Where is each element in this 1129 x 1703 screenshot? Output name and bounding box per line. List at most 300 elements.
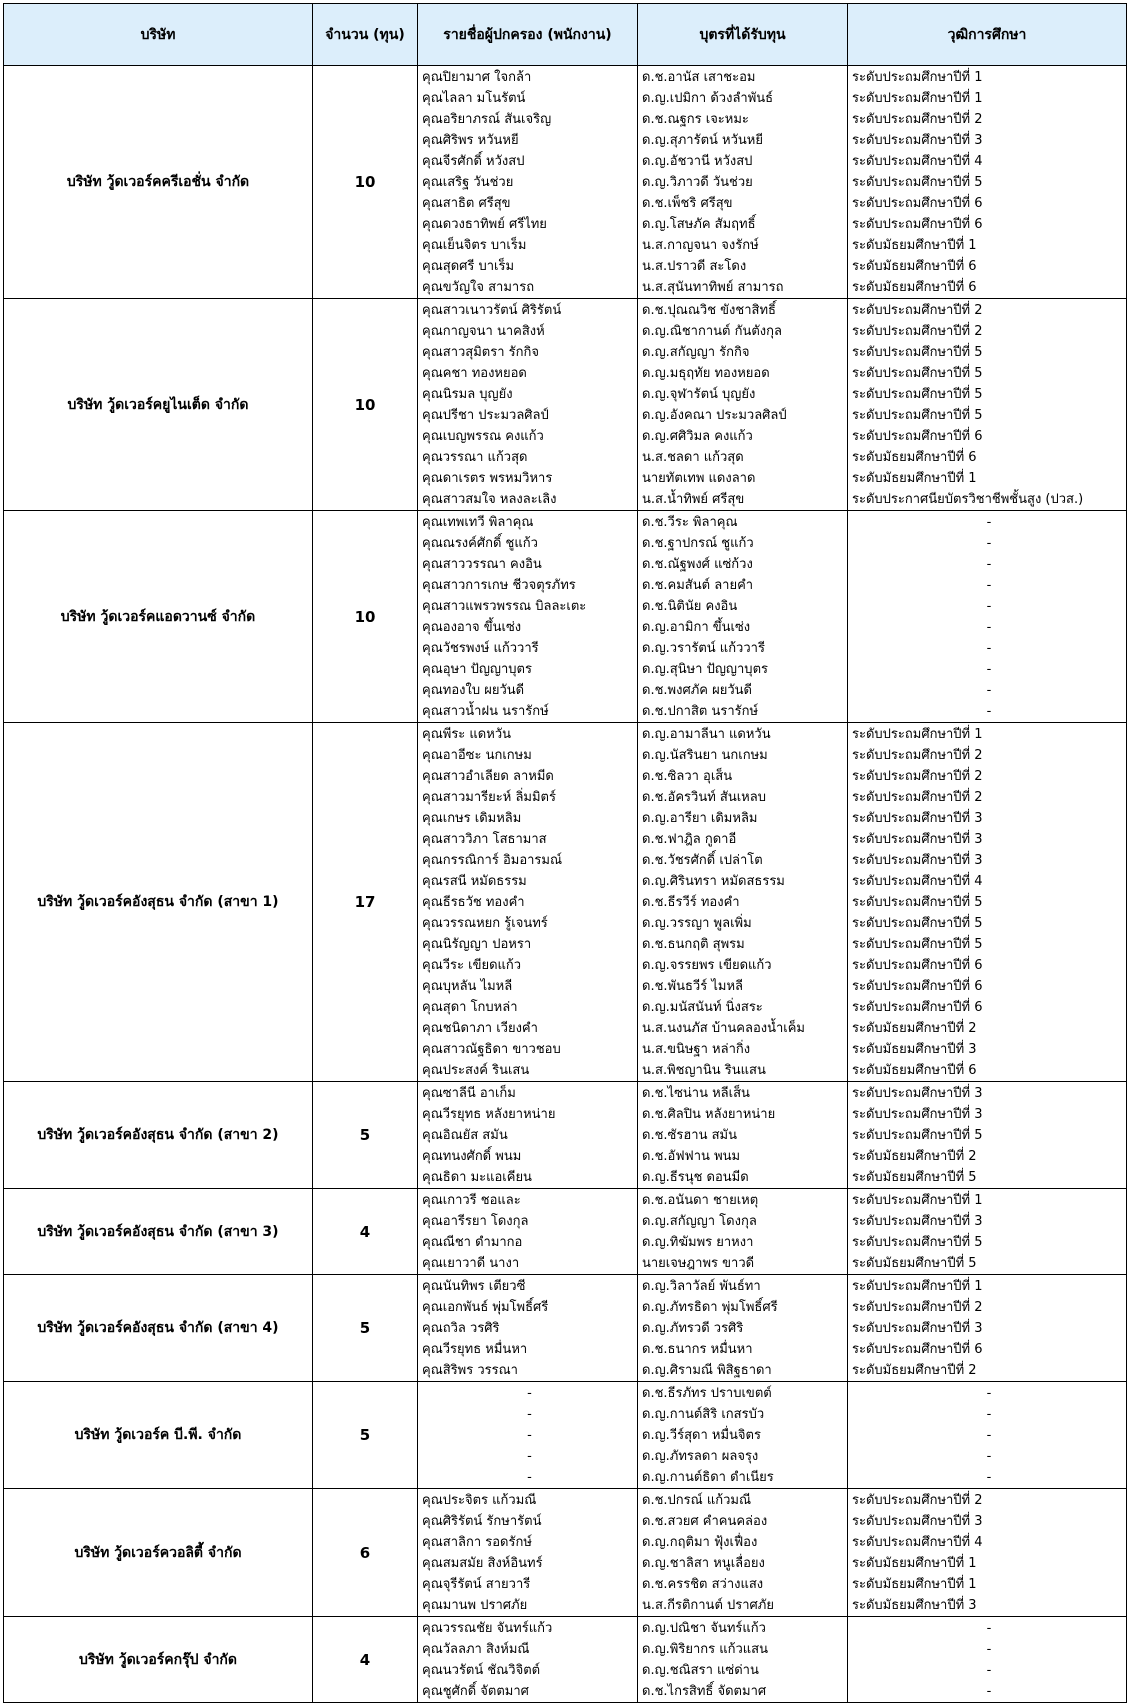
- parent-name: คุณเยาวาดี นางา: [422, 1256, 520, 1271]
- parent-name: คุณดาเรตร พรหมวิหาร: [422, 471, 553, 486]
- education-level: ระดับมัธยมศึกษาปีที่ 6: [852, 450, 977, 465]
- child-name: ด.ช.พงศภัค ผยวันดี: [642, 683, 752, 698]
- education-level: ระดับประถมศึกษาปีที่ 3: [852, 1086, 983, 1101]
- parent-name: คุณทนงศักดิ์ พนม: [422, 1149, 522, 1164]
- parent-list-cell: [418, 66, 638, 299]
- parent-name: คุณทองใบ ผยวันดี: [422, 683, 525, 698]
- scholarship-count: 4: [313, 1189, 418, 1275]
- education-level: -: [986, 1684, 992, 1699]
- education-level: ระดับประถมศึกษาปีที่ 6: [852, 1342, 983, 1357]
- child-name: ด.ช.ฐาปกรณ์ ชูแก้ว: [642, 536, 754, 551]
- scholarship-count: 5: [313, 1275, 418, 1382]
- education-list-cell: [848, 299, 1127, 511]
- parent-name: คุณขวัญใจ สามารถ: [422, 280, 535, 295]
- education-level: ระดับประถมศึกษาปีที่ 2: [852, 324, 983, 339]
- parent-name: คุณศิริรัตน์ รักษารัตน์: [422, 1514, 542, 1529]
- parent-name: -: [527, 1449, 532, 1464]
- education-list: [848, 1275, 1126, 1381]
- education-level: -: [986, 1470, 992, 1485]
- education-level: ระดับประถมศึกษาปีที่ 4: [852, 874, 983, 889]
- child-name: ด.ช.ณัฐพงศ์ แซ่ก้วง: [642, 557, 753, 572]
- parent-name: คุณอุษา ปัญญาบุตร: [422, 662, 532, 677]
- education-level: ระดับมัธยมศึกษาปีที่ 6: [852, 1063, 977, 1078]
- parent-name: คุณชูศักดิ์ จัตตมาศ: [422, 1684, 529, 1699]
- parent-name: คุณอารีรยา โดงกุล: [422, 1214, 529, 1229]
- education-level: ระดับมัธยมศึกษาปีที่ 1: [852, 238, 977, 253]
- parent-name: คุณไลลา มโนรัตน์: [422, 91, 526, 106]
- education-level: ระดับประถมศึกษาปีที่ 5: [852, 408, 983, 423]
- parent-list: [418, 1189, 637, 1274]
- header-company: บริษัท: [4, 4, 313, 66]
- header-row: [4, 4, 1127, 66]
- parent-name: คุณสุดา โกบหล่า: [422, 1000, 518, 1015]
- education-list: [848, 1382, 1126, 1488]
- education-level: -: [986, 1407, 992, 1422]
- child-list-cell: [638, 723, 848, 1082]
- education-level: ระดับมัธยมศึกษาปีที่ 2: [852, 1363, 977, 1378]
- table-row: [4, 723, 1127, 1082]
- child-name: ด.ญ.ภัทรวดี วรศิริ: [642, 1321, 744, 1336]
- education-level: ระดับประถมศึกษาปีที่ 3: [852, 853, 983, 868]
- education-level: ระดับประถมศึกษาปีที่ 2: [852, 1300, 983, 1315]
- scholarship-count: 10: [313, 299, 418, 511]
- education-level: ระดับประถมศึกษาปีที่ 6: [852, 958, 983, 973]
- child-name: ด.ญ.กฤติมา ฟุ้งเฟื่อง: [642, 1535, 758, 1550]
- child-list: [638, 1275, 847, 1381]
- child-name: ด.ญ.ภัทรลดา ผลจรุง: [642, 1449, 759, 1464]
- education-level: ระดับประถมศึกษาปีที่ 5: [852, 937, 983, 952]
- parent-name: คุณสาวอำเลียด ลาหมีด: [422, 769, 554, 784]
- education-level: ระดับมัธยมศึกษาปีที่ 1: [852, 1577, 977, 1592]
- education-level: ระดับประถมศึกษาปีที่ 5: [852, 345, 983, 360]
- child-name: ด.ญ.ศศิวิมล คงแก้ว: [642, 429, 753, 444]
- education-list-cell: [848, 723, 1127, 1082]
- child-name: นายทัตเทพ แดงลาด: [642, 471, 756, 486]
- company-name: บริษัท วู้ดเวอร์คอังสุธน จำกัด (สาขา 4): [4, 1275, 313, 1382]
- parent-name: คุณเทพเทวี พิลาคุณ: [422, 515, 534, 530]
- education-level: -: [986, 1621, 992, 1636]
- child-name: ด.ช.ปกรณ์ แก้วมณี: [642, 1493, 752, 1508]
- child-name: ด.ญ.ณิชากานต์ กันตังกุล: [642, 324, 782, 339]
- parent-name: คุณวรรณหยก รู้เจนทร์: [422, 916, 548, 931]
- child-name: ด.ช.ศิลปิน หลังยาหน่าย: [642, 1107, 776, 1122]
- child-name: ด.ญ.โสษภัค สัมฤทธิ์: [642, 217, 756, 232]
- education-level: -: [986, 515, 992, 530]
- table-row: [4, 1489, 1127, 1617]
- child-name: น.ส.ชลดา แก้วสุด: [642, 450, 744, 465]
- education-list: [848, 1082, 1126, 1188]
- child-list-cell: [638, 1617, 848, 1703]
- child-name: ด.ญ.วิลาวัลย์ พันธ์ทา: [642, 1279, 761, 1294]
- parent-list: [418, 511, 637, 722]
- education-level: ระดับประถมศึกษาปีที่ 6: [852, 1000, 983, 1015]
- child-name: ด.ญ.กานต์สิริ เกสรบัว: [642, 1407, 765, 1422]
- education-list: [848, 1189, 1126, 1274]
- parent-name: คุณกาญจนา นาคสิงห์: [422, 324, 545, 339]
- scholarship-count: 17: [313, 723, 418, 1082]
- parent-name: -: [527, 1470, 532, 1485]
- education-level: ระดับประถมศึกษาปีที่ 5: [852, 1128, 983, 1143]
- child-name: ด.ช.นิตินัย คงอิน: [642, 599, 738, 614]
- education-level: ระดับมัธยมศึกษาปีที่ 6: [852, 280, 977, 295]
- child-name: ด.ช.ณฐกร เจะหมะ: [642, 112, 749, 127]
- parent-name: -: [527, 1386, 532, 1401]
- child-name: น.ส.ปราวดี สะโดง: [642, 259, 747, 274]
- parent-name: คุณจีรศักดิ์ หวังสป: [422, 154, 525, 169]
- scholarship-count: 6: [313, 1489, 418, 1617]
- parent-list-cell: [418, 299, 638, 511]
- parent-name: คุณวรรณชัย จันทร์แก้ว: [422, 1621, 553, 1636]
- education-level: ระดับมัธยมศึกษาปีที่ 5: [852, 1170, 977, 1185]
- child-name: ด.ช.ปุณณวิช ขังชาสิทธิ์: [642, 303, 776, 318]
- parent-name: คุณสาวสุมิตรา รักกิจ: [422, 345, 539, 360]
- education-level: ระดับมัธยมศึกษาปีที่ 3: [852, 1042, 977, 1057]
- parent-name: คุณเกาวรี ชอและ: [422, 1193, 521, 1208]
- parent-name: คุณวีรยุทธ หลังยาหน่าย: [422, 1107, 556, 1122]
- parent-name: คุณนิรัญญา ปอหรา: [422, 937, 532, 952]
- table-row: [4, 299, 1127, 511]
- table-row: [4, 1382, 1127, 1489]
- education-level: ระดับประถมศึกษาปีที่ 3: [852, 832, 983, 847]
- child-list: [638, 1189, 847, 1274]
- education-level: ระดับประถมศึกษาปีที่ 3: [852, 1214, 983, 1229]
- child-name: ด.ญ.เปมิกา ด้วงลำพันธ์: [642, 91, 774, 106]
- parent-name: คุณณรงค์ศักดิ์ ชูแก้ว: [422, 536, 538, 551]
- child-name: ด.ช.ไซน่าน หลีเส็น: [642, 1086, 750, 1101]
- child-name: ด.ช.ฟาฎิล กูดาอี: [642, 832, 737, 847]
- company-name: บริษัท วู้ดเวอร์คอังสุธน จำกัด (สาขา 2): [4, 1082, 313, 1189]
- child-name: ด.ญ.ศิรามณี พิสิฐธาดา: [642, 1363, 772, 1378]
- education-level: ระดับมัธยมศึกษาปีที่ 1: [852, 1556, 977, 1571]
- parent-name: คุณสาธิต ศรีสุข: [422, 196, 511, 211]
- parent-name: คุณรสนี หมัดธรรม: [422, 874, 527, 889]
- education-list-cell: [848, 66, 1127, 299]
- child-name: ด.ญ.มนัสนันท์ นิ่งสระ: [642, 1000, 763, 1015]
- child-name: ด.ญ.อังคณา ประมวลศิลป์: [642, 408, 787, 423]
- parent-name: คุณนันทิพร เตียวซี: [422, 1279, 526, 1294]
- parent-list-cell: [418, 1489, 638, 1617]
- education-level: ระดับประถมศึกษาปีที่ 1: [852, 70, 983, 85]
- child-name: น.ส.นงนภัส บ้านคลองน้ำเค็ม: [642, 1021, 805, 1036]
- child-list-cell: [638, 1275, 848, 1382]
- child-name: ด.ญ.สกัญญา โดงกุล: [642, 1214, 757, 1229]
- child-name: ด.ช.สวยศ คำคนคล่อง: [642, 1514, 768, 1529]
- education-list-cell: [848, 1382, 1127, 1489]
- child-name: น.ส.สุนันทาทิพย์ สามารถ: [642, 280, 784, 295]
- scholarship-count: 5: [313, 1382, 418, 1489]
- table-row: [4, 1275, 1127, 1382]
- child-name: ด.ช.เพ็ชริ ศรีสุข: [642, 196, 733, 211]
- parent-name: -: [527, 1428, 532, 1443]
- company-name: บริษัท วู้ดเวอร์คยูไนเต็ด จำกัด: [4, 299, 313, 511]
- child-name: ด.ช.คมสันต์ ลายคำ: [642, 578, 754, 593]
- parent-name: คุณถวิล วรศิริ: [422, 1321, 500, 1336]
- parent-name: คุณสาวเนาวรัตน์ ศิริรัตน์: [422, 303, 562, 318]
- parent-name: คุณศิริพร หวันหยี: [422, 133, 519, 148]
- education-level: ระดับประถมศึกษาปีที่ 2: [852, 769, 983, 784]
- child-name: ด.ช.พันธวีร์ ไมหลี: [642, 979, 743, 994]
- parent-name: คุณชนิดาภา เวียงคำ: [422, 1021, 538, 1036]
- parent-list: [418, 299, 637, 510]
- education-level: ระดับประถมศึกษาปีที่ 5: [852, 916, 983, 931]
- parent-name: คุณประสงค์ รินเสน: [422, 1063, 530, 1078]
- child-list: [638, 1617, 847, 1702]
- education-list-cell: [848, 1617, 1127, 1703]
- child-name: ด.ช.อนันดา ชายเหตุ: [642, 1193, 759, 1208]
- child-name: ด.ญ.ทิฆัมพร ยาหงา: [642, 1235, 754, 1250]
- parent-name: คุณวรรณา แก้วสุด: [422, 450, 528, 465]
- education-level: -: [986, 641, 992, 656]
- scholarship-count: 4: [313, 1617, 418, 1703]
- parent-list: [418, 1275, 637, 1381]
- child-list: [638, 299, 847, 510]
- parent-name: -: [527, 1407, 532, 1422]
- child-list-cell: [638, 511, 848, 723]
- child-name: ด.ช.ซัรฮาน สมัน: [642, 1128, 737, 1143]
- education-level: -: [986, 1428, 992, 1443]
- parent-name: คุณพีระ แดหวัน: [422, 727, 512, 742]
- child-name: ด.ญ.อารียา เดิมหลิม: [642, 811, 758, 826]
- child-list: [638, 66, 847, 298]
- parent-name: คุณสาวน้ำฝน นรารักษ์: [422, 704, 549, 719]
- education-level: ระดับประถมศึกษาปีที่ 3: [852, 1321, 983, 1336]
- parent-name: คุณสาวมารียะห์ ลิ่มมิตร์: [422, 790, 556, 805]
- child-name: ด.ช.ธีรวีร์ ทองคำ: [642, 895, 740, 910]
- child-list-cell: [638, 299, 848, 511]
- child-list-cell: [638, 66, 848, 299]
- education-level: ระดับประถมศึกษาปีที่ 5: [852, 175, 983, 190]
- parent-name: คุณสาวสมใจ หลงละเลิง: [422, 492, 557, 507]
- parent-name: คุณกรรณิการ์ อิมอารมณ์: [422, 853, 563, 868]
- scholarship-table: [3, 3, 1127, 1703]
- education-level: ระดับประถมศึกษาปีที่ 3: [852, 811, 983, 826]
- parent-list: [418, 1489, 637, 1616]
- header-education: วุฒิการศึกษา: [848, 4, 1127, 66]
- education-list: [848, 299, 1126, 510]
- parent-name: คุณสาลิกา รอดรักษ์: [422, 1535, 532, 1550]
- company-name: บริษัท วู้ดเวอร์คอังสุธน จำกัด (สาขา 1): [4, 723, 313, 1082]
- child-name: ด.ญ.นัสรินยา นกเกษม: [642, 748, 768, 763]
- child-name: ด.ญ.จรรยพร เขียดแก้ว: [642, 958, 772, 973]
- child-name: ด.ช.ธีรภัทร ปราบเขตต์: [642, 1386, 772, 1401]
- parent-name: คุณวัลลภา สิงห์มณี: [422, 1642, 530, 1657]
- education-level: ระดับประถมศึกษาปีที่ 6: [852, 979, 983, 994]
- child-name: ด.ญ.สุนิษา ปัญญาบุตร: [642, 662, 768, 677]
- scholarship-count: 5: [313, 1082, 418, 1189]
- education-level: ระดับประถมศึกษาปีที่ 3: [852, 1514, 983, 1529]
- child-name: ด.ญ.ศิรินทรา หมัดสธรรม: [642, 874, 785, 889]
- parent-name: คุณเอกพันธ์ พุ่มโพธิ์ศรี: [422, 1300, 549, 1315]
- parent-list-cell: [418, 1082, 638, 1189]
- child-name: ด.ช.ครรชิต สว่างแสง: [642, 1577, 764, 1592]
- parent-name: คุณอริยาภรณ์ สันเจริญ: [422, 112, 552, 127]
- company-name: บริษัท วู้ดเวอร์คอังสุธน จำกัด (สาขา 3): [4, 1189, 313, 1275]
- education-level: -: [986, 683, 992, 698]
- parent-name: คุณจุรีรัตน์ สายวารี: [422, 1577, 531, 1592]
- education-level: ระดับประถมศึกษาปีที่ 1: [852, 1279, 983, 1294]
- child-name: น.ส.กาญจนา จงรักษ์: [642, 238, 759, 253]
- parent-list-cell: [418, 1382, 638, 1489]
- child-name: ด.ญ.พิริยากร แก้วแสน: [642, 1642, 768, 1657]
- child-name: ด.ญ.อามาลีนา แดหวัน: [642, 727, 771, 742]
- child-name: ด.ญ.วรารัตน์ แก้ววารี: [642, 641, 765, 656]
- education-level: -: [986, 704, 992, 719]
- parent-name: คุณณีชา ดำมากอ: [422, 1235, 523, 1250]
- education-level: ระดับมัธยมศึกษาปีที่ 5: [852, 1256, 977, 1271]
- education-list: [848, 66, 1126, 298]
- parent-name: คุณซาลีนี อาเก็ม: [422, 1086, 516, 1101]
- education-level: -: [986, 599, 992, 614]
- education-level: ระดับประกาศนียบัตรวิชาชีพชั้นสูง (ปวส.): [852, 492, 1084, 507]
- child-name: ด.ญ.อามิกา ขึ้นเซ่ง: [642, 620, 751, 635]
- child-name: นายเจษฎาพร ขาวดี: [642, 1256, 755, 1271]
- child-name: ด.ช.วีระ พิลาคุณ: [642, 515, 738, 530]
- table-row: [4, 1082, 1127, 1189]
- parent-name: คุณองอาจ ขึ้นเซ่ง: [422, 620, 522, 635]
- child-name: ด.ญ.ธีรนุช ดอนมีด: [642, 1170, 749, 1185]
- scholarship-count: 10: [313, 66, 418, 299]
- parent-name: คุณนิรมล บุญยัง: [422, 387, 513, 402]
- child-name: ด.ช.ซิลวา อุเส็น: [642, 769, 733, 784]
- child-name: น.ส.พิชญานิน รินแสน: [642, 1063, 766, 1078]
- education-level: ระดับประถมศึกษาปีที่ 6: [852, 429, 983, 444]
- child-name: ด.ญ.ภัทรธิดา พุ่มโพธิ์ศรี: [642, 1300, 778, 1315]
- parent-name: คุณปรีชา ประมวลศิลป์: [422, 408, 549, 423]
- table-row: [4, 1189, 1127, 1275]
- education-list-cell: [848, 1082, 1127, 1189]
- parent-list-cell: [418, 1189, 638, 1275]
- parent-name: คุณสิริพร วรรณา: [422, 1363, 518, 1378]
- education-list: [848, 1617, 1126, 1702]
- education-level: ระดับประถมศึกษาปีที่ 1: [852, 1193, 983, 1208]
- parent-list: [418, 1617, 637, 1702]
- parent-name: คุณสาวณัฐธิดา ขาวชอบ: [422, 1042, 561, 1057]
- child-list-cell: [638, 1082, 848, 1189]
- child-list-cell: [638, 1382, 848, 1489]
- parent-name: คุณธิดา มะแอเคียน: [422, 1170, 532, 1185]
- education-level: ระดับประถมศึกษาปีที่ 6: [852, 196, 983, 211]
- education-level: ระดับประถมศึกษาปีที่ 2: [852, 1493, 983, 1508]
- child-name: ด.ญ.ชณิสรา แซ่ด่าน: [642, 1663, 759, 1678]
- child-name: ด.ญ.มธุฤทัย ทองหยอด: [642, 366, 770, 381]
- parent-list-cell: [418, 1275, 638, 1382]
- parent-name: คุณดวงธาทิพย์ ศรีไทย: [422, 217, 547, 232]
- parent-list: [418, 723, 637, 1081]
- company-name: บริษัท วู้ดเวอร์ค บี.พี. จำกัด: [4, 1382, 313, 1489]
- child-name: ด.ช.ธนากร หมื่นหา: [642, 1342, 753, 1357]
- education-level: ระดับประถมศึกษาปีที่ 6: [852, 217, 983, 232]
- child-name: ด.ญ.จุฬารัตน์ บุญยัง: [642, 387, 756, 402]
- parent-list: [418, 1082, 637, 1188]
- child-name: ด.ช.อัฟฟาน พนม: [642, 1149, 741, 1164]
- education-list: [848, 723, 1126, 1081]
- company-name: บริษัท วู้ดเวอร์คแอดวานซ์ จำกัด: [4, 511, 313, 723]
- education-level: -: [986, 536, 992, 551]
- education-level: ระดับประถมศึกษาปีที่ 2: [852, 748, 983, 763]
- education-level: ระดับมัธยมศึกษาปีที่ 2: [852, 1149, 977, 1164]
- parent-name: คุณอิณยัส สมัน: [422, 1128, 508, 1143]
- education-level: ระดับประถมศึกษาปีที่ 1: [852, 91, 983, 106]
- education-level: ระดับประถมศึกษาปีที่ 5: [852, 366, 983, 381]
- scholarship-count: 10: [313, 511, 418, 723]
- header-parents: รายชื่อผู้ปกครอง (พนักงาน): [418, 4, 638, 66]
- header-children: บุตรที่ได้รับทุน: [638, 4, 848, 66]
- education-level: ระดับประถมศึกษาปีที่ 2: [852, 790, 983, 805]
- child-list: [638, 1382, 847, 1488]
- company-name: บริษัท วู้ดเวอร์คกรุ๊ป จำกัด: [4, 1617, 313, 1703]
- education-list-cell: [848, 1489, 1127, 1617]
- table-row: [4, 66, 1127, 299]
- child-name: น.ส.น้ำทิพย์ ศรีสุข: [642, 492, 745, 507]
- child-list-cell: [638, 1489, 848, 1617]
- parent-list-cell: [418, 511, 638, 723]
- child-name: ด.ช.ไกรสิทธิ์ จัดตมาศ: [642, 1684, 767, 1699]
- child-name: ด.ช.วัชรศักดิ์ เปล่าโต: [642, 853, 763, 868]
- parent-name: คุณคชา ทองหยอด: [422, 366, 527, 381]
- child-name: น.ส.ขนิษฐา หล่ากิ่ง: [642, 1042, 751, 1057]
- parent-name: คุณอาอีซะ นกเกษม: [422, 748, 532, 763]
- parent-name: คุณเย็นจิตร บาเร็ม: [422, 238, 527, 253]
- parent-name: คุณสมสมัย สิงห์อินทร์: [422, 1556, 543, 1571]
- child-name: ด.ญ.วรรญา พูลเพิ่ม: [642, 916, 752, 931]
- child-list-cell: [638, 1189, 848, 1275]
- company-name: บริษัท วู้ดเวอร์ควอลิตี้ จำกัด: [4, 1489, 313, 1617]
- parent-name: คุณสาววรรณา คงอิน: [422, 557, 542, 572]
- child-name: ด.ญ.ชาลิสา หนูเลื่อยง: [642, 1556, 765, 1571]
- education-list: [848, 511, 1126, 722]
- child-name: ด.ญ.สกัญญา รักกิจ: [642, 345, 750, 360]
- education-level: -: [986, 578, 992, 593]
- education-level: ระดับประถมศึกษาปีที่ 2: [852, 303, 983, 318]
- parent-name: คุณเกษร เดิมหลิม: [422, 811, 522, 826]
- child-name: ด.ญ.วิภาวดี วันช่วย: [642, 175, 753, 190]
- child-name: ด.ญ.กานต์ธิดา ดำเนียร: [642, 1470, 774, 1485]
- parent-name: คุณบุหลัน ไมหลี: [422, 979, 513, 994]
- company-name: บริษัท วู้ดเวอร์คครีเอชั่น จำกัด: [4, 66, 313, 299]
- parent-name: คุณวีระ เขียดแก้ว: [422, 958, 522, 973]
- education-level: ระดับประถมศึกษาปีที่ 1: [852, 727, 983, 742]
- parent-list: [418, 66, 637, 298]
- child-list: [638, 1082, 847, 1188]
- education-level: -: [986, 1663, 992, 1678]
- education-level: ระดับประถมศึกษาปีที่ 4: [852, 1535, 983, 1550]
- education-list-cell: [848, 1189, 1127, 1275]
- child-name: ด.ญ.ปณิชา จันทร์แก้ว: [642, 1621, 766, 1636]
- parent-name: คุณสาวการเกษ ชีวจตุรภัทร: [422, 578, 576, 593]
- education-list-cell: [848, 1275, 1127, 1382]
- parent-name: คุณนวรัตน์ ชัณวิจิตต์: [422, 1663, 541, 1678]
- parent-name: คุณเบญพรรณ คงแก้ว: [422, 429, 544, 444]
- parent-name: คุณประจิตร แก้วมณี: [422, 1493, 537, 1508]
- header-count: จำนวน (ทุน): [313, 4, 418, 66]
- table-row: [4, 511, 1127, 723]
- education-level: ระดับมัธยมศึกษาปีที่ 6: [852, 259, 977, 274]
- child-name: ด.ช.ปกาสิต นรารักษ์: [642, 704, 759, 719]
- education-list: [848, 1489, 1126, 1616]
- parent-name: คุณสุดศรี บาเร็ม: [422, 259, 515, 274]
- child-list: [638, 511, 847, 722]
- child-name: ด.ญ.อัชวานี หวังสป: [642, 154, 753, 169]
- child-name: ด.ญ.สุภารัตน์ หวันหยี: [642, 133, 763, 148]
- education-level: -: [986, 620, 992, 635]
- education-level: ระดับประถมศึกษาปีที่ 2: [852, 112, 983, 127]
- child-name: น.ส.กีรติกานต์ ปราศภัย: [642, 1598, 774, 1613]
- education-level: ระดับประถมศึกษาปีที่ 4: [852, 154, 983, 169]
- education-list-cell: [848, 511, 1127, 723]
- education-level: -: [986, 1386, 992, 1401]
- education-level: ระดับประถมศึกษาปีที่ 3: [852, 1107, 983, 1122]
- education-level: -: [986, 1449, 992, 1464]
